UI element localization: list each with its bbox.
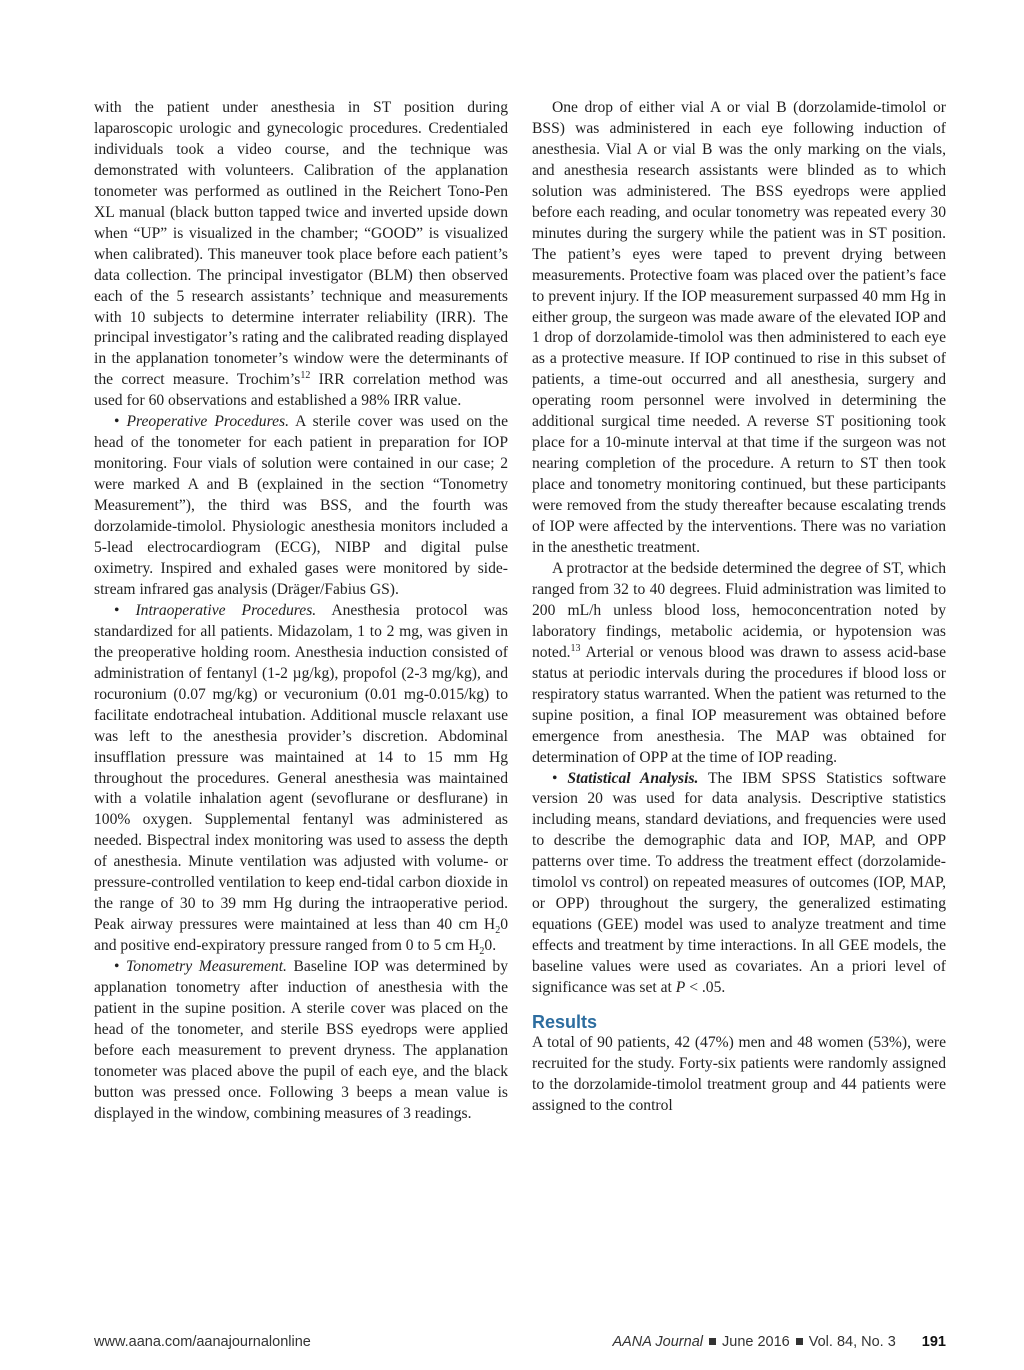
page-number: 191 — [921, 1334, 946, 1350]
paragraph-statistics: • Statistical Analysis. The IBM SPSS Statistics software version 20 was used for data analysis. Descriptive statistics including means, standard deviations, and frequencies were used to describe the demographic data and IOP, MAP, and OPP patterns over time. To address the treatment effect (dorzolamide-timolol vs control) on repeated measures of outcomes (IOP, MAP, or OPP) throughout the surgery, the generalized estimating equations (GEE) model was used to analyze treatment and time effects and treatment by time interactions. In all GEE models, the baseline values were used as covariates. An a priori level of significance was set at P < .05. — [532, 769, 947, 997]
heading-preoperative: Preoperative Procedures. — [126, 413, 289, 431]
paragraph-protractor: A protractor at the bedside determined the degree of ST, which ranged from 32 to 40 degrees. Fluid administration was limited to 200 mL/h unless blood loss, hemoconcentration noted by laboratory findings, metabolic acidemia, or hypotension was noted.$^{13}$ Arterial or venous blood was drawn to assess acid-base status at periodic intervals during the procedures if blood loss or respiratory status warranted. When the patient was returned to the supine position, a final IOP measurement was obtained before emergence from anesthesia. The MAP was obtained for determination of OPP at the time of IOP reading. — [532, 559, 946, 766]
right-column — [532, 98, 946, 1117]
paragraph-vials: One drop of either vial A or vial B (dorzolamide-timolol or BSS) was administered in each eye following induction of anesthesia. Vial A or vial B was the only marking on the vials, and anesthesia research assistants were blinded as to which solution was administered. The BSS eyedrops were applied before each reading, and ocular tonometry was repeated every 30 minutes during the surgery while the patient was in ST position. The patient’s eyes were taped to prevent drying between measurements. Protective foam was placed over the patient’s face to prevent injury. If the IOP measurement surpassed 40 mm Hg in either group, the surgeon was made aware of the elevated IOP and 1 drop of dorzolamide-timolol was then administered to each eye as a protective measure. If IOP continued to rise in this subset of patients, a time-out occurred and all anesthesia, surgery and operating room personnel were involved in determining the additional surgical time needed. A reverse ST positioning took place for a 10-minute interval at that time if the surgeon was not nearing completion of the procedure. A return to ST then took place and tonometry monitoring continued, but these participants were removed from the study thereafter because escalating trends of IOP were affected by the interventions. There was no variation in the anesthetic treatment. — [532, 99, 946, 557]
reference-13: 13 — [570, 642, 581, 654]
square-bullet-icon — [709, 1338, 716, 1345]
paragraph-tonometry: • Tonometry Measurement. Baseline IOP was determined by applanation tonometry after induction of anesthesia with the patient in the supine position. A sterile cover was placed on the head of the tonometer, and sterile BSS eyedrops were applied before each measurement to prevent dryness. The applanation tonometer was placed above the pupil of each eye, and the black button was pressed once. Following 3 beeps a mean value is displayed in the window, combining measures of 3 readings. — [94, 958, 508, 1122]
footer-url[interactable]: www.aana.com/aanajournalonline — [94, 1334, 311, 1350]
paragraph-intraoperative: • Intraoperative Procedures. Anesthesia protocol was standardized for all patients. Midazolam, 1 to 2 mg, was given in the preoperative holding room. Anesthesia induction consisted of administration of fentanyl (1-2 µg/kg), propofol (2-3 mg/kg), and rocuronium (0.07 mg/kg) or vecuronium (0.01 mg-0.015/kg) to facilitate endotracheal intubation. Additional muscle relaxant use was left to the anesthesia provider’s discretion. Abdominal insufflation pressure was maintained at 14 to 15 mm Hg throughout the procedures. General anesthesia was maintained with a volatile inhalation agent (sevoflurane or desflurane) in 100% oxygen. Supplemental fentanyl was administered as needed. Bispectral index monitoring was used to assess the depth of anesthesia. Minute ventilation was adjusted with volume- or pressure-controlled ventilation to keep end-tidal carbon dioxide in the range of 30 to 39 mm Hg during the intraoperative period. Peak airway pressures were maintained at less than 40 cm $H_20$ and positive end-expiratory pressure ranged from 0 to 5 cm $H_20$. — [94, 601, 508, 958]
footer-journal: AANA Journal — [612, 1334, 703, 1350]
reference-12: 12 — [300, 370, 311, 382]
square-bullet-icon — [796, 1338, 803, 1345]
footer-date: June 2016 — [722, 1334, 790, 1350]
heading-intraoperative: Intraoperative Procedures. — [135, 601, 317, 619]
paragraph-calibration: with the patient under anesthesia in ST position during laparoscopic urologic and gynecologic procedures. Credentialed individuals took a video course, and the technique was demonstrated with volunteers. Calibration of the applanation tonometer was performed as outlined in the Reichert Tono-Pen XL manual (black button tapped twice and inverted upside down when “UP” is visualized in the chamber; “GOOD” is visualized when calibrated). This maneuver took place before each patient’s data collection. The principal investigator (BLM) then observed each of the 5 research assistants’ technique and measurements with 10 subjects to determine interrater reliability (IRR). The principal investigator’s rating and the calibrated reading displayed in the applanation tonometer’s window were the determinants of the correct measure. $Trochim’s^{12}$ IRR correlation method was used for 60 observations and established a 98% IRR value. — [94, 99, 509, 410]
heading-tonometry: Tonometry Measurement. — [126, 958, 287, 976]
footer-volume: Vol. 84, No. 3 — [808, 1334, 896, 1350]
section-heading-results: Results — [532, 1011, 598, 1032]
footer-citation — [612, 1334, 946, 1350]
heading-statistical-analysis: Statistical Analysis. — [567, 769, 699, 787]
paragraph-results: A total of 90 patients, 42 (47%) men and 48 women (53%), were recruited for the study. Forty-six patients were randomly assigned to the dorzolamide-timolol treatment group and 44 patients were assigned to the control — [532, 1033, 946, 1114]
left-column — [94, 98, 508, 1125]
paragraph-preoperative: • Preoperative Procedures. A sterile cover was used on the head of the tonometer for each patient in preparation for IOP monitoring. Four vials of solution were contained in our case; 2 were marked A and B (explained in the section “Tonometry Measurement”), the third was BSS, and the fourth was dorzolamide-timolol. Physiologic anesthesia monitors included a 5-lead electrocardiogram (ECG), NIBP and digital pulse oximetry. Inspired and exhaled gases were monitored by side-stream infrared gas analysis (Dräger/Fabius GS). — [94, 413, 508, 598]
